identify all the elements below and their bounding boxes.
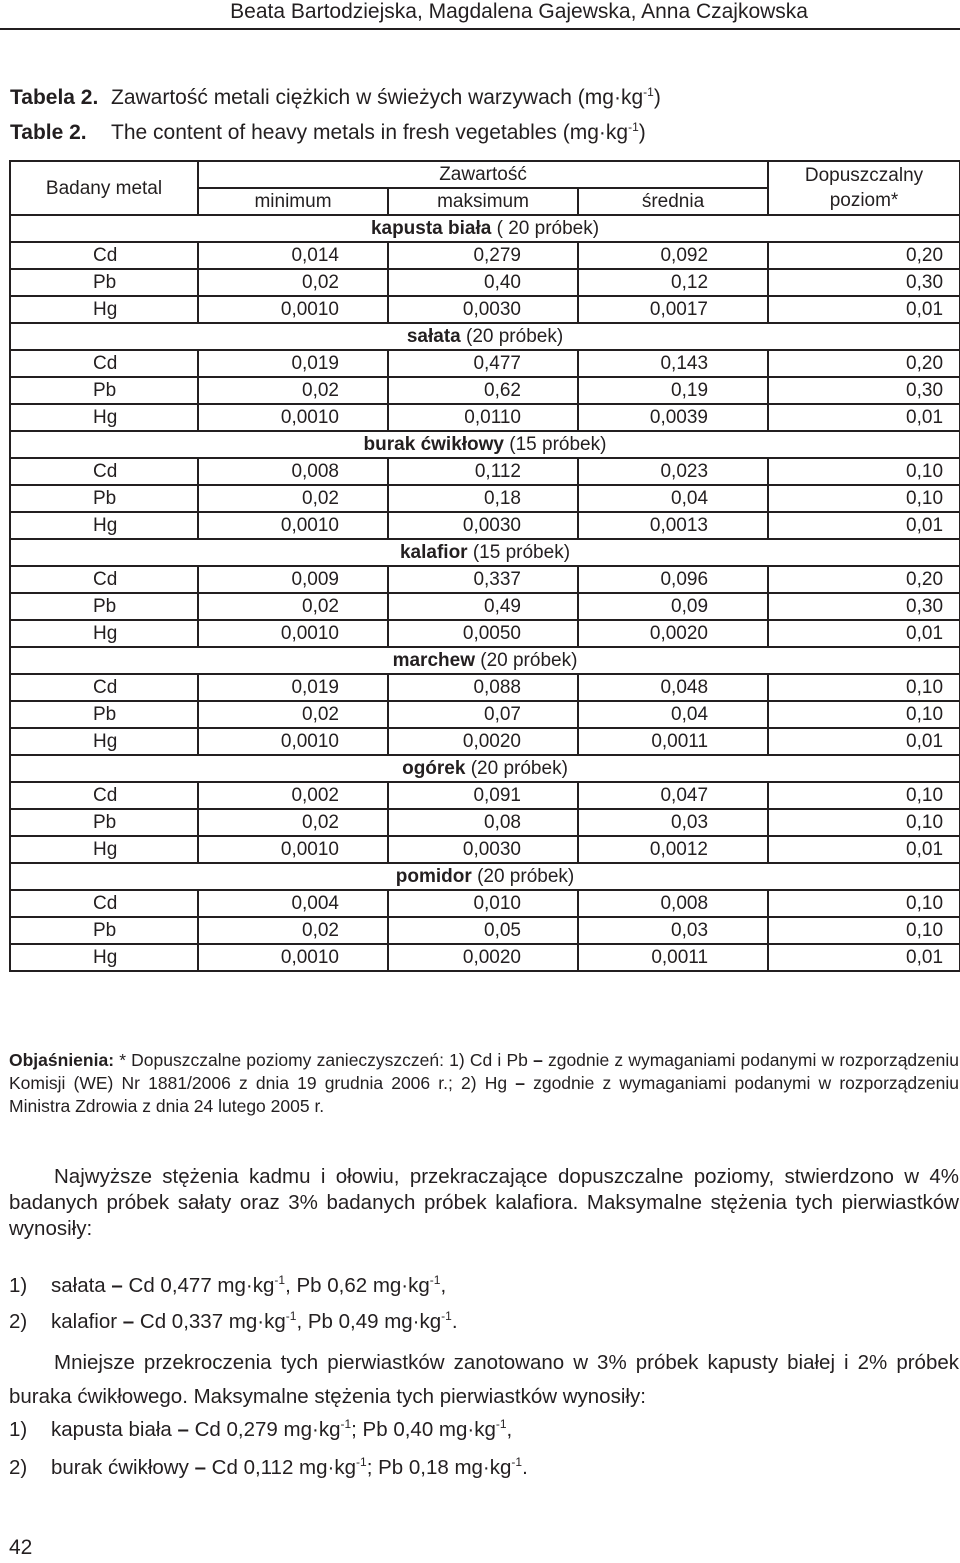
table-row [10, 512, 960, 539]
header-rule [0, 28, 960, 30]
limit-cell: 0,10 [768, 809, 960, 836]
metal-cell: Cd [10, 458, 198, 485]
group-title [10, 323, 960, 350]
unit-sup: -1 [285, 1309, 297, 1323]
table-row [10, 701, 960, 728]
table-footnote [9, 1049, 959, 1118]
table-caption-polish [10, 85, 661, 111]
limit-cell: 0,01 [768, 512, 960, 539]
table-row [10, 917, 960, 944]
metal-cell: Cd [10, 782, 198, 809]
list-item [9, 1417, 512, 1443]
limit-cell: 0,20 [768, 566, 960, 593]
sample-count: (15 próbek) [472, 542, 571, 563]
metal-cell: Cd [10, 890, 198, 917]
table-row [10, 593, 960, 620]
metal-cell: Hg [10, 836, 198, 863]
paragraph-2: Mniejsze przekroczenia tych pierwiastków zanotowano w 3% próbek kapusty białej i 2% próbek buraka ćwikłowego. Maksymalne stężenia tych pierwiastków wynosiły: [9, 1351, 959, 1408]
limit-cell: 0,01 [768, 404, 960, 431]
header-metal: Badany metal [10, 161, 198, 215]
min-cell: 0,009 [198, 566, 388, 593]
list-value: Cd 0,112 mg·kg [211, 1456, 357, 1479]
group-title [10, 755, 960, 782]
mean-cell: 0,0011 [578, 944, 768, 971]
metal-cell: Pb [10, 485, 198, 512]
min-cell: 0,0010 [198, 728, 388, 755]
list-dash: – [122, 1310, 135, 1333]
limit-cell: 0,01 [768, 620, 960, 647]
limit-cell: 0,10 [768, 890, 960, 917]
metal-cell: Cd [10, 350, 198, 377]
list-value: , Pb 0,49 mg·kg [296, 1310, 442, 1333]
mean-cell: 0,19 [578, 377, 768, 404]
list-value: ; Pb 0,40 mg·kg [351, 1418, 496, 1441]
footnote-label: Objaśnienia: [9, 1050, 115, 1070]
min-cell: 0,0010 [198, 944, 388, 971]
max-cell: 0,0030 [388, 296, 578, 323]
sample-count: (20 próbek) [477, 866, 575, 887]
min-cell: 0,0010 [198, 620, 388, 647]
max-cell: 0,091 [388, 782, 578, 809]
mean-cell: 0,12 [578, 269, 768, 296]
vegetable-name: burak ćwikłowy [363, 434, 504, 455]
unit-sup: -1 [340, 1417, 352, 1431]
sample-count: (20 próbek) [470, 758, 568, 779]
list-number: 1) [9, 1274, 28, 1297]
limit-cell: 0,01 [768, 836, 960, 863]
limit-cell: 0,10 [768, 485, 960, 512]
footnote-text: zgodnie z wymaganiami podanymi w rozporządzeniu Ministra Zdrowia z dnia 24 lutego 2005 r. [9, 1073, 959, 1116]
sample-count: (15 próbek) [509, 434, 607, 455]
mean-cell: 0,0013 [578, 512, 768, 539]
min-cell: 0,02 [198, 485, 388, 512]
min-cell: 0,02 [198, 269, 388, 296]
table-row [10, 836, 960, 863]
caption-label: Table 2. [10, 121, 87, 144]
table-row [10, 890, 960, 917]
group-title [10, 647, 960, 674]
max-cell: 0,08 [388, 809, 578, 836]
group-row [10, 323, 960, 350]
table-row [10, 404, 960, 431]
metal-cell: Cd [10, 674, 198, 701]
list-name: kalafior [51, 1310, 118, 1333]
unit-sup: -1 [511, 1455, 523, 1469]
vegetable-name: kapusta biała [370, 218, 492, 239]
mean-cell: 0,047 [578, 782, 768, 809]
group-row [10, 431, 960, 458]
max-cell: 0,0030 [388, 512, 578, 539]
list-name: kapusta biała [51, 1418, 172, 1441]
metal-cell: Pb [10, 917, 198, 944]
metal-cell: Pb [10, 377, 198, 404]
min-cell: 0,002 [198, 782, 388, 809]
max-cell: 0,07 [388, 701, 578, 728]
min-cell: 0,004 [198, 890, 388, 917]
limit-cell: 0,01 [768, 728, 960, 755]
min-cell: 0,02 [198, 701, 388, 728]
limit-cell: 0,20 [768, 350, 960, 377]
header-content: Zawartość [198, 161, 768, 188]
caption-text: The content of heavy metals in fresh vegetables (mg·kg [111, 121, 629, 144]
metal-cell: Pb [10, 269, 198, 296]
mean-cell: 0,09 [578, 593, 768, 620]
min-cell: 0,0010 [198, 836, 388, 863]
list-item [9, 1309, 458, 1335]
table-row [10, 377, 960, 404]
limit-cell: 0,01 [768, 296, 960, 323]
min-cell: 0,008 [198, 458, 388, 485]
min-cell: 0,02 [198, 809, 388, 836]
mean-cell: 0,04 [578, 485, 768, 512]
header-max: maksimum [388, 188, 578, 215]
unit-sup: -1 [495, 1417, 507, 1431]
heavy-metals-table [9, 160, 960, 972]
metal-cell: Cd [10, 566, 198, 593]
group-title [10, 215, 960, 242]
table-row [10, 728, 960, 755]
limit-cell: 0,10 [768, 458, 960, 485]
caption-label: Tabela 2. [10, 86, 99, 109]
footnote-dash: – [515, 1073, 525, 1093]
mean-cell: 0,0039 [578, 404, 768, 431]
table-row [10, 350, 960, 377]
mean-cell: 0,0017 [578, 296, 768, 323]
mean-cell: 0,0011 [578, 728, 768, 755]
metal-cell: Hg [10, 728, 198, 755]
max-cell: 0,0030 [388, 836, 578, 863]
list-dash: – [177, 1418, 189, 1441]
min-cell: 0,02 [198, 377, 388, 404]
table-row [10, 242, 960, 269]
list-end: . [451, 1310, 458, 1333]
sample-count: (20 próbek) [480, 650, 578, 671]
max-cell: 0,40 [388, 269, 578, 296]
caption-sup: -1 [628, 120, 639, 134]
limit-cell: 0,20 [768, 242, 960, 269]
min-cell: 0,019 [198, 350, 388, 377]
group-row [10, 755, 960, 782]
sample-count: ( 20 próbek) [496, 218, 600, 239]
metal-cell: Hg [10, 404, 198, 431]
table-row [10, 458, 960, 485]
vegetable-name: sałata [406, 326, 461, 347]
unit-sup: -1 [429, 1273, 441, 1287]
min-cell: 0,0010 [198, 404, 388, 431]
caption-close: ) [653, 86, 661, 109]
group-row [10, 647, 960, 674]
caption-sup: -1 [643, 85, 654, 99]
unit-sup: -1 [274, 1273, 286, 1287]
metal-cell: Pb [10, 593, 198, 620]
table-row [10, 944, 960, 971]
header-min: minimum [198, 188, 388, 215]
metal-cell: Cd [10, 242, 198, 269]
list-dash: – [194, 1456, 206, 1479]
list-number: 2) [9, 1310, 28, 1333]
min-cell: 0,0010 [198, 296, 388, 323]
list-number: 1) [9, 1418, 28, 1441]
mean-cell: 0,0012 [578, 836, 768, 863]
list-dash: – [111, 1274, 123, 1297]
max-cell: 0,088 [388, 674, 578, 701]
unit-sup: -1 [441, 1309, 452, 1323]
limit-cell: 0,10 [768, 782, 960, 809]
list-end: . [522, 1456, 528, 1479]
limit-cell: 0,01 [768, 944, 960, 971]
max-cell: 0,279 [388, 242, 578, 269]
limit-cell: 0,30 [768, 377, 960, 404]
max-cell: 0,010 [388, 890, 578, 917]
max-cell: 0,0110 [388, 404, 578, 431]
vegetable-name: kalafior [399, 542, 468, 563]
running-head: Beata Bartodziejska, Magdalena Gajewska, Anna Czajkowska [230, 0, 808, 23]
list-end: , [506, 1418, 513, 1441]
list-item [9, 1455, 528, 1481]
table-caption-english [10, 120, 646, 146]
table-row [10, 809, 960, 836]
table-body [10, 215, 960, 971]
max-cell: 0,0020 [388, 944, 578, 971]
group-row [10, 863, 960, 890]
limit-cell: 0,10 [768, 674, 960, 701]
list-item [9, 1273, 446, 1299]
table-row [10, 620, 960, 647]
mean-cell: 0,096 [578, 566, 768, 593]
caption-text: Zawartość metali ciężkich w świeżych warzywach (mg·kg [111, 86, 644, 109]
footnote-text: zgodnie z wymaganiami podanymi w rozporządzeniu Komisji (WE) Nr 1881/2006 z dnia 19 grudnia 2006 r.; 2) Hg [9, 1050, 959, 1093]
sample-count: (20 próbek) [466, 326, 564, 347]
max-cell: 0,112 [388, 458, 578, 485]
max-cell: 0,49 [388, 593, 578, 620]
metal-cell: Hg [10, 296, 198, 323]
list-value: Cd 0,279 mg·kg [194, 1418, 341, 1441]
table-row [10, 674, 960, 701]
list-value: Cd 0,477 mg·kg [128, 1274, 275, 1297]
metal-cell: Hg [10, 620, 198, 647]
limit-cell: 0,10 [768, 917, 960, 944]
min-cell: 0,02 [198, 593, 388, 620]
footnote-dash: – [533, 1050, 543, 1070]
list-value: Cd 0,337 mg·kg [139, 1310, 286, 1333]
page-number: 42 [9, 1536, 33, 1559]
mean-cell: 0,03 [578, 809, 768, 836]
min-cell: 0,0010 [198, 512, 388, 539]
max-cell: 0,0020 [388, 728, 578, 755]
list-name: burak ćwikłowy [51, 1456, 189, 1479]
metal-cell: Pb [10, 809, 198, 836]
vegetable-name: marchew [392, 650, 475, 671]
list-number: 2) [9, 1456, 28, 1479]
mean-cell: 0,008 [578, 890, 768, 917]
header-mean: średnia [578, 188, 768, 215]
min-cell: 0,014 [198, 242, 388, 269]
group-title [10, 863, 960, 890]
group-row [10, 539, 960, 566]
metal-cell: Hg [10, 512, 198, 539]
list-end: , [440, 1274, 447, 1297]
metal-cell: Pb [10, 701, 198, 728]
paragraph-1: Najwyższe stężenia kadmu i ołowiu, przekraczające dopuszczalne poziomy, stwierdzono w 4% badanych próbek sałaty oraz 3% badanych próbek kalafiora. Maksymalne stężenia tych pierwiastków wynosiły: [9, 1165, 959, 1240]
list-value: ; Pb 0,18 mg·kg [366, 1456, 512, 1479]
max-cell: 0,18 [388, 485, 578, 512]
vegetable-name: pomidor [395, 866, 472, 887]
table-row [10, 296, 960, 323]
mean-cell: 0,092 [578, 242, 768, 269]
list-name: sałata [51, 1274, 106, 1297]
max-cell: 0,62 [388, 377, 578, 404]
table-row [10, 566, 960, 593]
table-row [10, 269, 960, 296]
max-cell: 0,477 [388, 350, 578, 377]
mean-cell: 0,048 [578, 674, 768, 701]
group-title [10, 539, 960, 566]
header-limit: Dopuszczalny poziom* [768, 161, 960, 215]
min-cell: 0,019 [198, 674, 388, 701]
table-row [10, 782, 960, 809]
mean-cell: 0,03 [578, 917, 768, 944]
mean-cell: 0,04 [578, 701, 768, 728]
max-cell: 0,337 [388, 566, 578, 593]
metal-cell: Hg [10, 944, 198, 971]
caption-close: ) [638, 121, 646, 144]
limit-cell: 0,30 [768, 269, 960, 296]
max-cell: 0,0050 [388, 620, 578, 647]
vegetable-name: ogórek [402, 758, 466, 779]
unit-sup: -1 [356, 1455, 367, 1469]
mean-cell: 0,0020 [578, 620, 768, 647]
limit-cell: 0,30 [768, 593, 960, 620]
mean-cell: 0,143 [578, 350, 768, 377]
min-cell: 0,02 [198, 917, 388, 944]
limit-cell: 0,10 [768, 701, 960, 728]
max-cell: 0,05 [388, 917, 578, 944]
group-title [10, 431, 960, 458]
group-row [10, 215, 960, 242]
footnote-text: * Dopuszczalne poziomy zanieczyszczeń: 1) Cd i Pb [114, 1050, 534, 1070]
table-row [10, 485, 960, 512]
list-value: , Pb 0,62 mg·kg [285, 1274, 430, 1297]
mean-cell: 0,023 [578, 458, 768, 485]
